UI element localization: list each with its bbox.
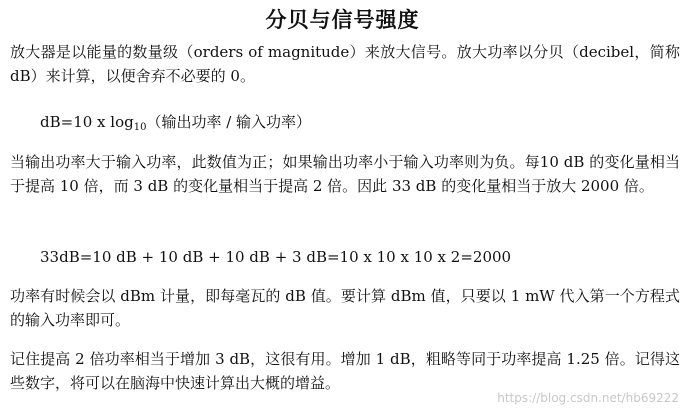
watermark-url: https://blog.csdn.net/hb69222 — [497, 391, 679, 405]
formula-33db-example: 33dB=10 dB + 10 dB + 10 dB + 3 dB=10 x 10 x 10 x 2=2000 — [40, 248, 512, 266]
formula-log-subscript: 10 — [133, 122, 147, 133]
paragraph-rule-of-thumb: 记住提高 2 倍功率相当于增加 3 dB，这很有用。增加 1 dB，粗略等同于功率提高 1.25 倍。记得这些数字，将可以在脑海中快速计算出大概的增益。 — [10, 350, 680, 392]
formula-db-lhs: dB=10 x log — [40, 113, 134, 131]
page-title: 分贝与信号强度 — [265, 8, 420, 32]
paragraph-intro: 放大器是以能量的数量级（orders of magnitude）来放大信号。放大功率以分贝（decibel，简称 dB）来计算，以便舍弃不必要的 0。 — [10, 43, 680, 85]
formula-db-rhs: （输出功率 / 输入功率） — [146, 113, 312, 131]
paragraph-gain-sign: 当输出功率大于输入功率，此数值为正；如果输出功率小于输入功率则为负。每10 dB 的变化量相当于提高 10 倍，而 3 dB 的变化量相当于提高 2 倍。因此 33 dB 的变化量相当于放大 2000 倍。 — [10, 153, 680, 195]
paragraph-dbm: 功率有时候会以 dBm 计量，即每毫瓦的 dB 值。要计算 dBm 值，只要以 1 mW 代入第一个方程式的输入功率即可。 — [10, 287, 680, 329]
formula-db-definition — [40, 111, 311, 139]
